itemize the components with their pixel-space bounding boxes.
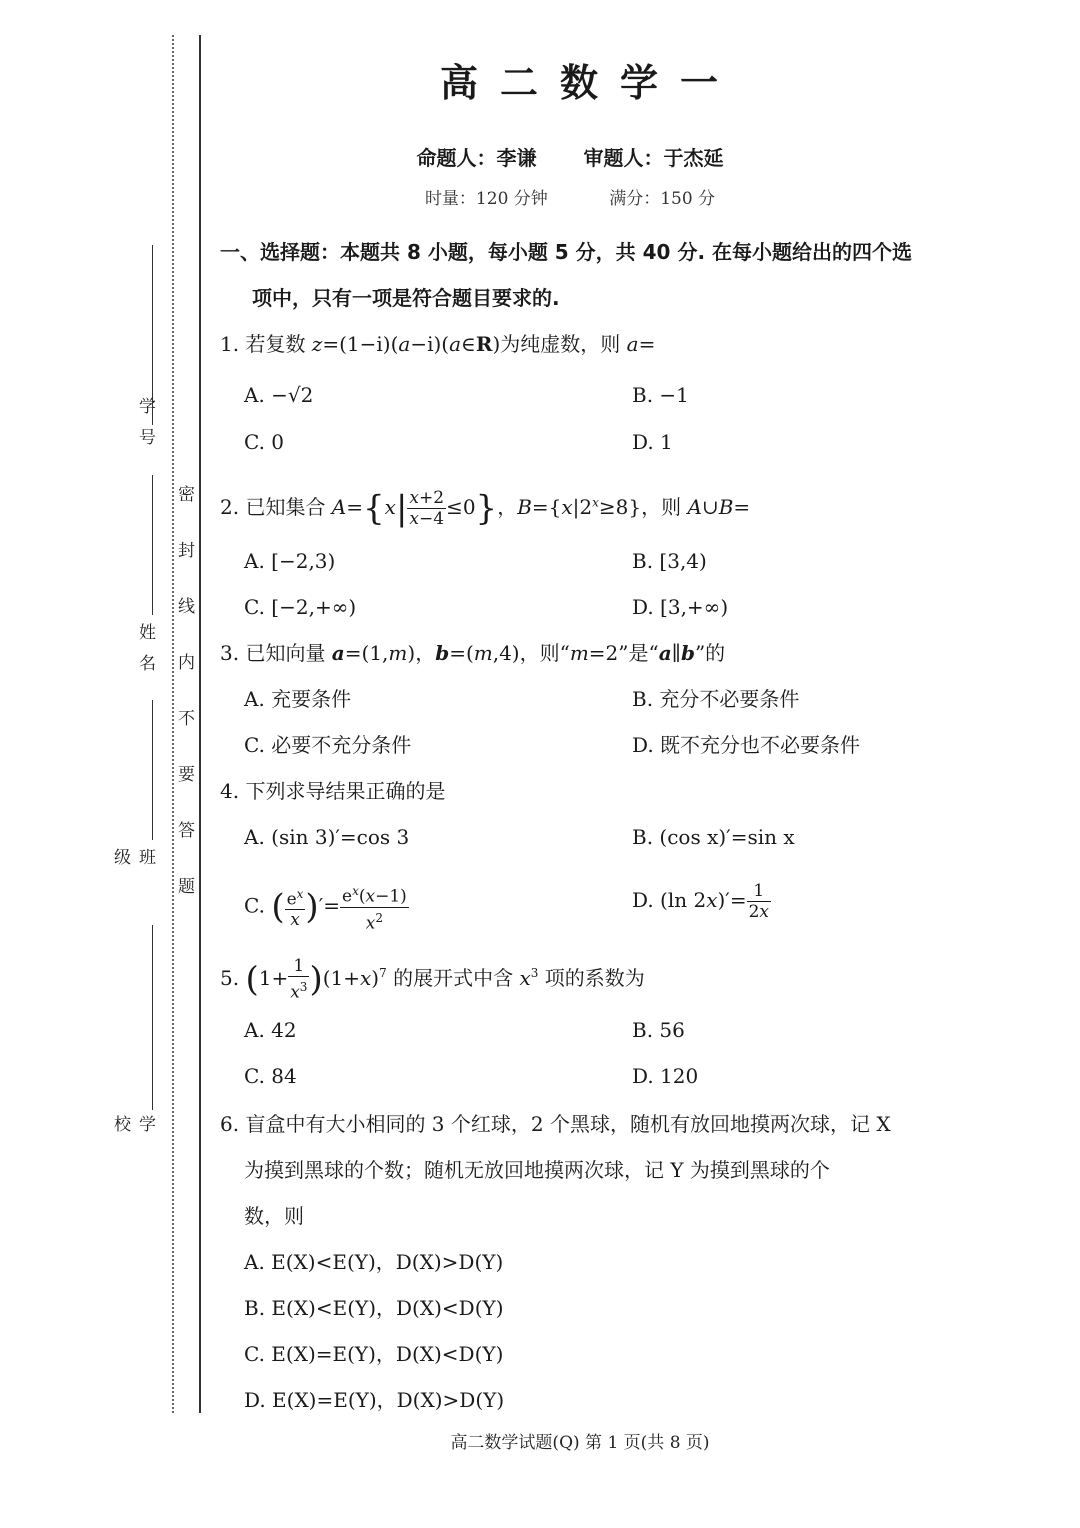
q2-option-d: D. [3,+∞) bbox=[632, 595, 729, 619]
exam-title: 高二数学一 bbox=[439, 61, 740, 105]
q2-option-a: A. [−2,3) bbox=[244, 549, 336, 573]
page-footer: 高二数学试题(Q) 第 1 页(共 8 页) bbox=[450, 1433, 710, 1453]
question-1-stem: 1. 若复数 z=(1−i)(a−i)(a∈R)为纯虚数，则 a= bbox=[220, 332, 656, 356]
q6-option-b: B. E(X)<E(Y)，D(X)<D(Y) bbox=[244, 1296, 504, 1320]
class-line bbox=[152, 700, 153, 840]
author-name: 命题人：李谦 bbox=[416, 146, 537, 170]
name-label: 姓名 bbox=[135, 623, 155, 685]
q4-option-b: B. (cos x)′=sin x bbox=[632, 825, 795, 849]
binding-solid-line bbox=[199, 35, 201, 1413]
exam-score: 满分：150 分 bbox=[609, 189, 716, 209]
name-field[interactable] bbox=[134, 475, 158, 705]
q4-option-d: D. (ln 2x)′= $\frac{1}{2x}$ bbox=[632, 881, 770, 922]
seal-notice: 密封线内不要答题 bbox=[174, 485, 194, 933]
name-line bbox=[152, 475, 153, 615]
q3-option-d: D. 既不充分也不必要条件 bbox=[632, 733, 861, 757]
question-5-stem: 5. (1+ $\frac{1}{x^3}$ )$(1+x)^7$ 的展开式中含 $x^3$ 项的系数为 bbox=[220, 956, 645, 1003]
student-id-label: 学号 bbox=[135, 397, 155, 459]
question-4-stem: 4. 下列求导结果正确的是 bbox=[220, 779, 446, 803]
question-3-stem: 3. 已知向量 a=(1,m)，b=(m,4)，则“m=2”是“a∥b”的 bbox=[220, 641, 726, 665]
question-6-stem-line1: 6. 盲盒中有大小相同的 3 个红球，2 个黑球，随机有放回地摸两次球，记 X bbox=[220, 1112, 891, 1136]
q5-option-c: C. 84 bbox=[244, 1064, 297, 1088]
class-label: 班级 bbox=[110, 848, 155, 879]
question-6-stem-line2: 为摸到黑球的个数；随机无放回地摸两次球，记 Y 为摸到黑球的个 bbox=[244, 1158, 830, 1182]
reviewer-name: 审题人：于杰延 bbox=[583, 146, 724, 170]
q1-option-a: A. −√2 bbox=[244, 383, 314, 407]
q5-option-b: B. 56 bbox=[632, 1018, 685, 1042]
student-id-field[interactable] bbox=[134, 245, 158, 470]
exam-meta bbox=[200, 184, 940, 209]
q3-option-b: B. 充分不必要条件 bbox=[632, 687, 800, 711]
exam-time: 时量：120 分钟 bbox=[424, 189, 548, 209]
school-label: 学校 bbox=[110, 1115, 155, 1146]
q2-option-b: B. [3,4) bbox=[632, 549, 707, 573]
section-heading-line1: 一、选择题：本题共 8 小题，每小题 5 分，共 40 分. 在每小题给出的四个选 bbox=[220, 240, 913, 264]
q6-option-a: A. E(X)<E(Y)，D(X)>D(Y) bbox=[244, 1250, 504, 1274]
class-field[interactable] bbox=[110, 700, 158, 890]
school-field[interactable] bbox=[110, 925, 158, 1175]
q4-option-a: A. (sin 3)′=cos 3 bbox=[244, 825, 410, 849]
q6-option-c: C. E(X)=E(Y)，D(X)<D(Y) bbox=[244, 1342, 504, 1366]
q3-option-a: A. 充要条件 bbox=[244, 687, 352, 711]
q5-option-a: A. 42 bbox=[244, 1018, 297, 1042]
q2-option-c: C. [−2,+∞) bbox=[244, 595, 357, 619]
q3-option-c: C. 必要不充分条件 bbox=[244, 733, 412, 757]
q4-option-c: C. ( $\frac{e^x}{x}$ )′= $\frac{e^x(x-1)}{x^2}$ bbox=[244, 881, 409, 933]
q6-option-d: D. E(X)=E(Y)，D(X)>D(Y) bbox=[244, 1388, 505, 1412]
q1-option-b: B. −1 bbox=[632, 383, 689, 407]
author-info bbox=[200, 142, 940, 171]
section-heading-line2: 项中，只有一项是符合题目要求的. bbox=[252, 286, 560, 310]
q1-option-c: C. 0 bbox=[244, 430, 285, 454]
school-line bbox=[152, 925, 153, 1110]
question-6-stem-line3: 数，则 bbox=[244, 1204, 304, 1228]
q5-option-d: D. 120 bbox=[632, 1064, 699, 1088]
q1-option-d: D. 1 bbox=[632, 430, 673, 454]
question-2-stem: 2. 已知集合 A={x| $\frac{x+2}{x-4}$ ≤0}，$B=\{x|2^x\ge 8\}$，则 A∪B= bbox=[220, 488, 751, 529]
